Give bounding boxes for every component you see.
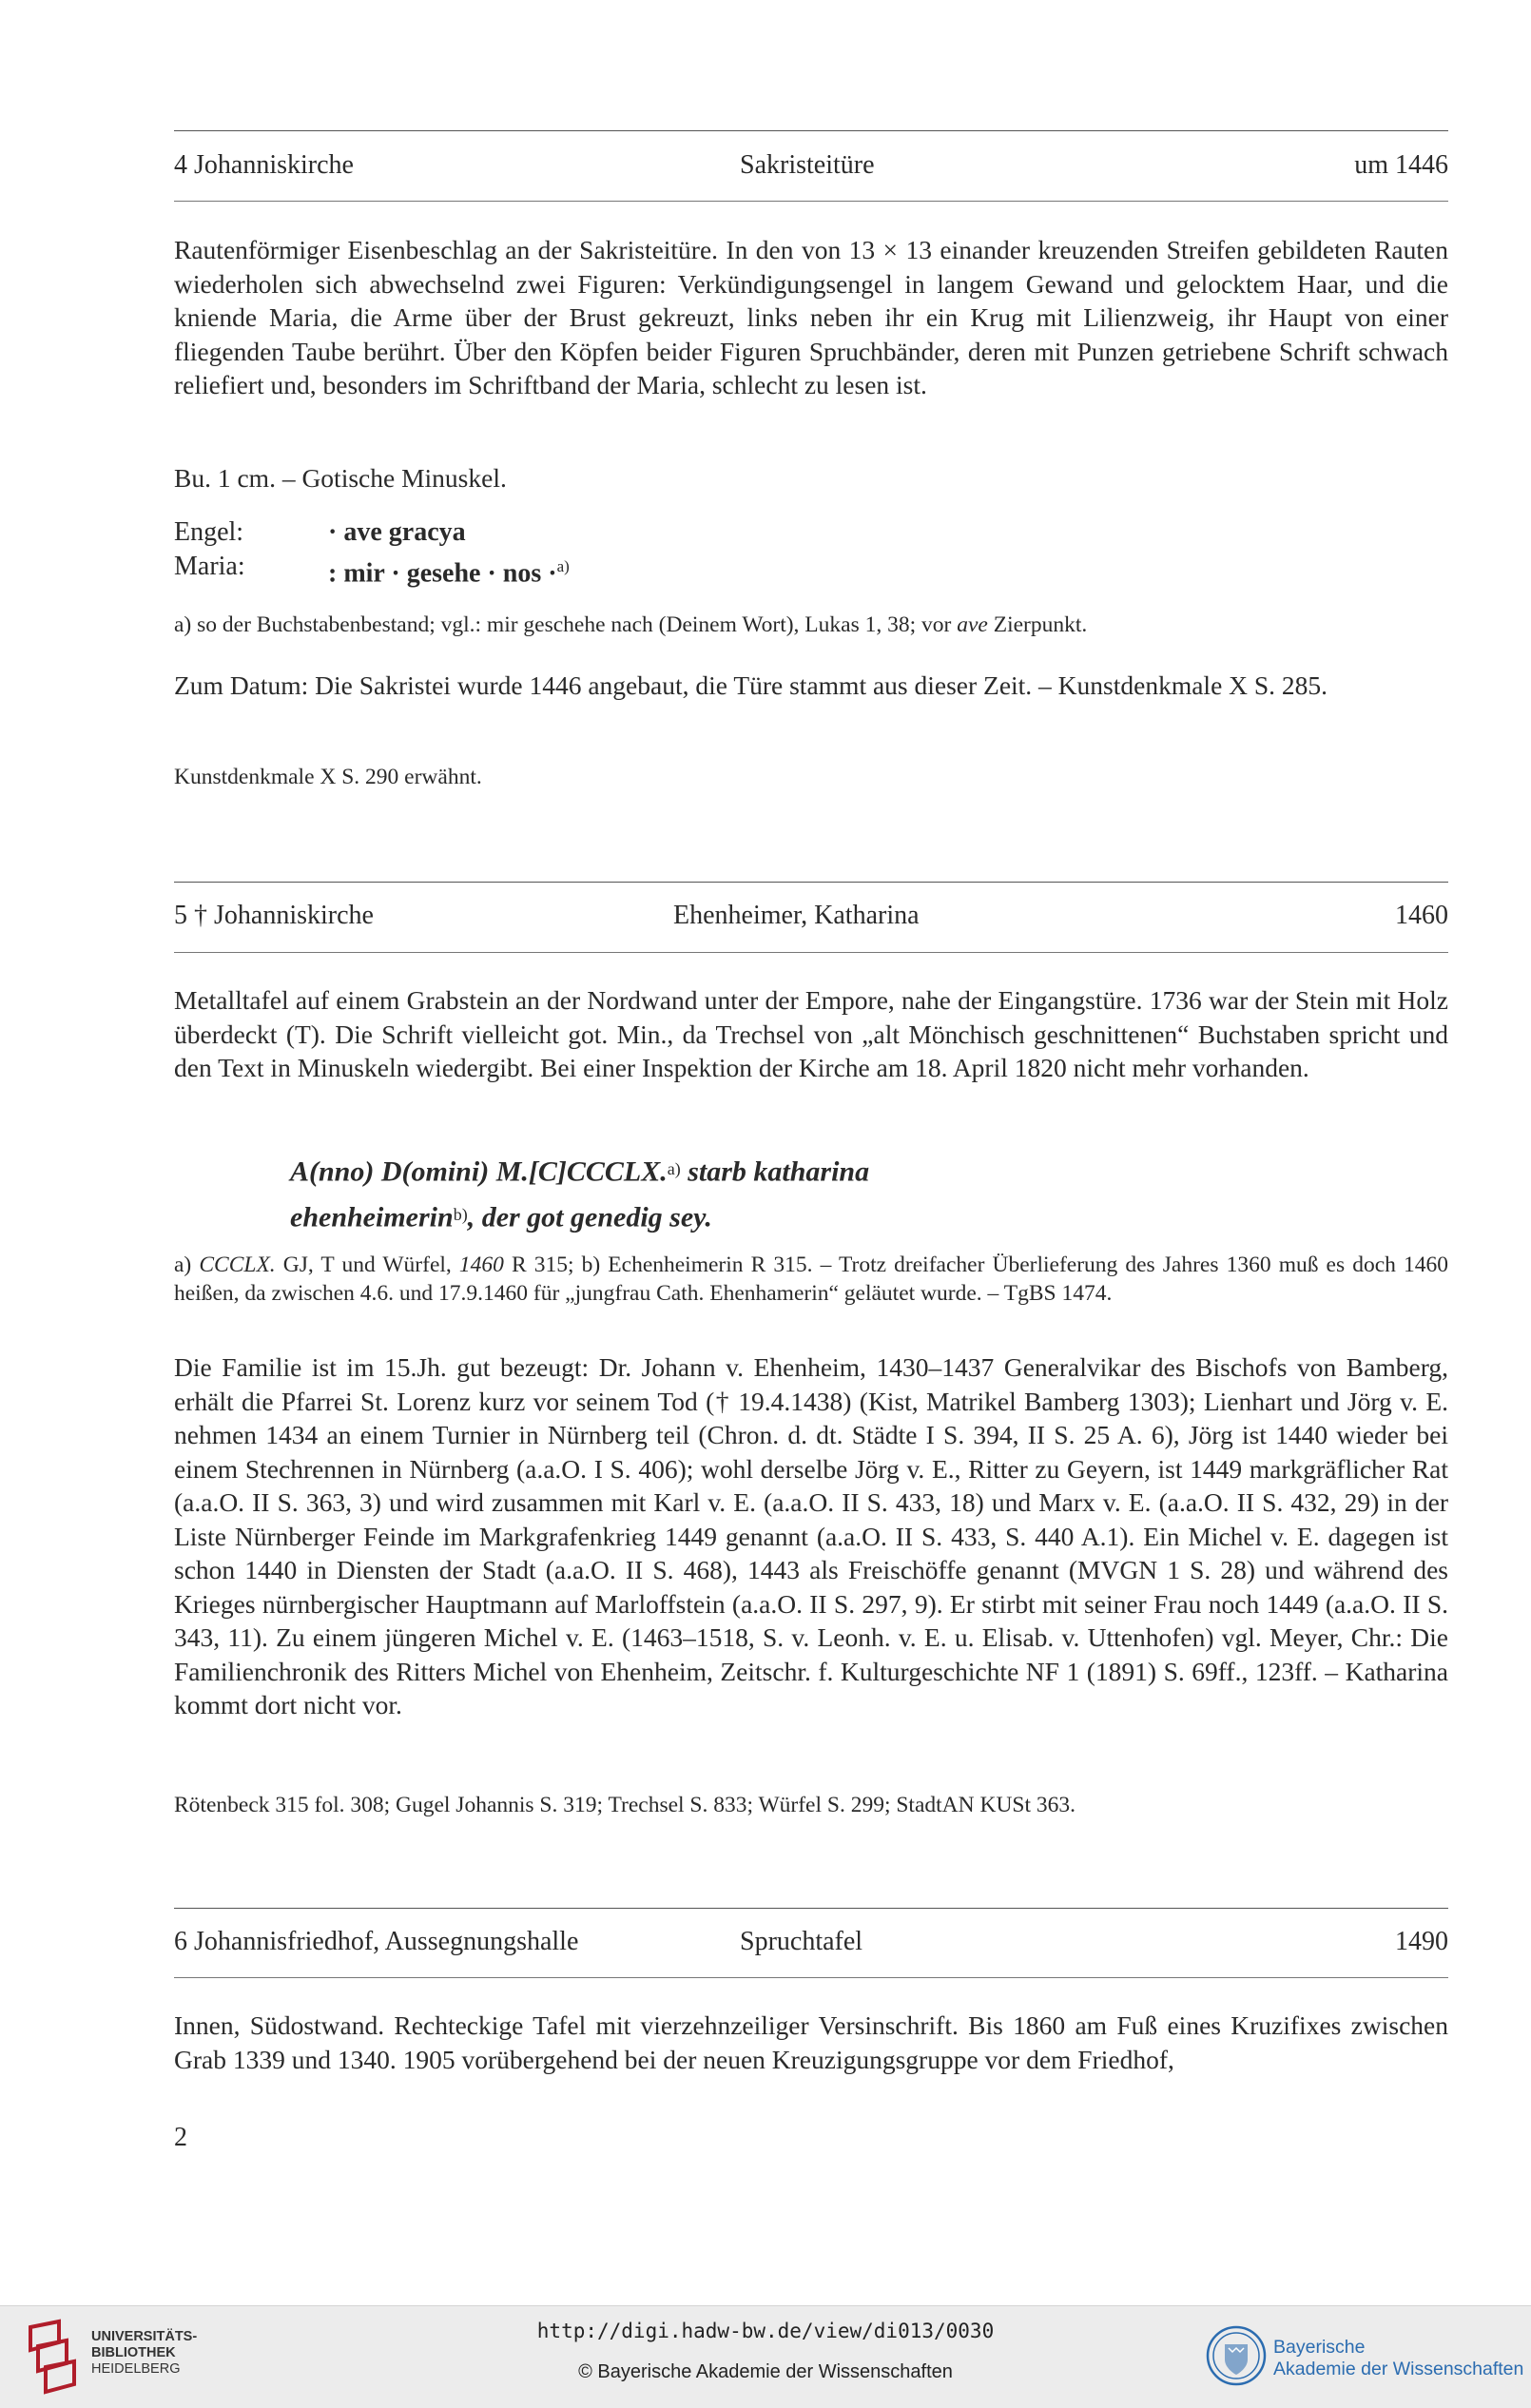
entry-5-date: 1460 (1395, 901, 1448, 930)
digitization-footer (0, 2305, 1531, 2408)
inscription-text: : mir · gesehe · nos · (328, 558, 557, 589)
speaker-label: Maria: (174, 552, 245, 581)
entry-4-location: 4 Johanniskirche (174, 150, 354, 180)
inscription-line-2: ehenheimerin$^{b)}$, der got genedig sey. (290, 1201, 712, 1233)
footnote-marker: a) (667, 1159, 681, 1178)
baw-seal-icon (1206, 2323, 1267, 2388)
inscription-text: · ave gracya (328, 517, 466, 547)
entry-4-description: Rautenförmiger Eisenbeschlag an der Sakristeitüre. In den von 13 × 13 einander kreuzenden Streifen gebildeten Rauten wiederholen sich abwechselnd zwei Figuren: Verkündigungsengel in langem Gewand und gelocktem Haar, und die kniende Maria, die Arme über der Brust gekreuzt, links neben ihr ein Krug mit Lilienzweig, ihr Haupt von einer fliegenden Taube berührt. Über den Köpfen beider Figuren Spruchbänder, deren mit Punzen getriebene Schrift schwach reliefiert und, besonders im Schriftband der Maria, schlecht zu lesen ist. (174, 235, 1448, 399)
speaker-label: Engel: (174, 517, 244, 547)
entry-4-header (174, 150, 1448, 188)
entry-6-description: Innen, Südostwand. Rechteckige Tafel mit vierzehnzeiliger Versinschrift. Bis 1860 am Fuß eines Kruzifixes zwischen Grab 1339 und 1340. 1905 vorübergehend bei der neuen Kreuzigungsgruppe vor dem Friedhof, (174, 2010, 1448, 2074)
inscription-line-1: A(nno) D(omini) M.[C]CCCLX.$^{a)}$ starb katharina (290, 1155, 870, 1188)
copyright-notice: © Bayerische Akademie der Wissenschaften (578, 2361, 953, 2382)
entry-5-footnote: a) CCCLX. GJ, T und Würfel, 1460 R 315; b) Echenheimerin R 315. – Trotz dreifacher Überlieferung des Jahres 1360 muß es doch 1460 heißen, da zwischen 4.6. und 17.9.1460 für „jungfrau Cath. Ehenhamerin“ geläutet wurde. – TgBS 1474. (174, 1253, 1448, 1306)
footnote-italic: ave (957, 612, 988, 637)
header-rule-bottom (174, 952, 1448, 953)
entry-5-header (174, 901, 1448, 939)
header-rule-top (174, 130, 1448, 131)
entry-5-commentary: Die Familie ist im 15.Jh. gut bezeugt: Dr. Johann v. Ehenheim, 1430–1437 Generalvikar des Bischofs von Bamberg, erhält die Pfarrei St. Lorenz kurz vor seinem Tod († 19.4.1438) (Kist, Matrikel Bamberg 1303); Lienhart und Jörg v. E. nehmen 1434 an einem Turnier in Nürnberg teil (Chron. d. dt. Städte I S. 394, II S. 25 A. 6), Jörg ist 1440 wieder bei einem Stechrennen in Nürnberg (a.a.O. I S. 406); wohl derselbe Jörg v. E., Ritter zu Geyern, ist 1449 markgräflicher Rat (a.a.O. II S. 363, 3) und wird zusammen mit Karl v. E. (a.a.O. II S. 433, 18) und Marx v. E. (a.a.O. II S. 432, 29) in der Liste Nürnberger Feinde im Markgrafenkrieg 1449 genannt (a.a.O. II S. 433, S. 440 A.1). Ein Michel v. E. dagegen ist schon 1440 in Diensten der Stadt (a.a.O. II S. 468), 1443 als Freischöffe genannt (MVGN 1 S. 28) und während des Krieges nürnbergischer Hauptmann auf Marloffstein (a.a.O. II S. 297, 9). Er stirbt mit seiner Frau noch 1449 (a.a.O. II S. 343, 11). Zu einem jüngeren Michel v. E. (1463–1518, S. v. Leonh. v. E. u. Elisab. v. Uttenhofen) vgl. Meyer, Chr.: Die Familienchronik des Ritters Michel von Ehenheim, Zeitschr. f. Kulturgeschichte NF 1 (1891) S. 69ff., 123ff. – Katharina kommt dort nicht vor. (174, 1352, 1448, 1719)
entry-6-object: Spruchtafel (740, 1927, 863, 1956)
entry-4-object: Sakristeitüre (740, 150, 875, 180)
footnote-marker: a) (556, 557, 570, 575)
entry-4-sources: Kunstdenkmale X S. 290 erwähnt. (174, 765, 482, 789)
entry-5-description: Metalltafel auf einem Grabstein an der Nordwand unter der Empore, nahe der Eingangstüre. 1736 war der Stein mit Holz überdeckt (T). Die Schrift vielleicht got. Min., da Trechsel von „alt Mönchisch geschnittenen“ Buchstaben spricht und den Text in Minuskeln wiedergibt. Bei einer Inspektion der Kirche am 18. April 1820 nicht mehr vorhanden. (174, 985, 1448, 1082)
entry-5-inscription (290, 1150, 869, 1242)
page-number: 2 (174, 2123, 187, 2152)
ub-heidelberg-logo-icon (25, 2318, 84, 2396)
entry-4-script-info: Bu. 1 cm. – Gotische Minuskel. (174, 463, 507, 493)
baw-name: Bayerische Akademie der Wissenschaften (1273, 2337, 1524, 2379)
entry-4-footnote (174, 611, 1448, 639)
header-rule-bottom (174, 201, 1448, 202)
entry-6-date: 1490 (1395, 1927, 1448, 1956)
header-rule-bottom (174, 1977, 1448, 1978)
footnote-marker: b) (453, 1205, 468, 1225)
entry-6-header (174, 1927, 1448, 1965)
header-rule-top (174, 882, 1448, 883)
entry-5-sources: Rötenbeck 315 fol. 308; Gugel Johannis S. 319; Trechsel S. 833; Würfel S. 299; StadtAN KUSt 363. (174, 1793, 1076, 1817)
footnote-text: Zierpunkt. (987, 612, 1088, 637)
document-url-link[interactable]: http://digi.hadw-bw.de/view/di013/0030 (536, 2320, 995, 2342)
entry-5-location: 5 † Johanniskirche (174, 901, 374, 930)
header-rule-top (174, 1908, 1448, 1909)
ub-heidelberg-name: UNIVERSITÄTS- BIBLIOTHEK HEIDELBERG (91, 2329, 198, 2377)
entry-5-object: Ehenheimer, Katharina (673, 901, 920, 930)
entry-4-date: um 1446 (1354, 150, 1448, 180)
footnote-text: a) so der Buchstabenbestand; vgl.: mir geschehe nach (Deinem Wort), Lukas 1, 38; vor (174, 612, 958, 637)
entry-6-location: 6 Johannisfriedhof, Aussegnungshalle (174, 1927, 579, 1956)
entry-4-dating: Zum Datum: Die Sakristei wurde 1446 angebaut, die Türe stammt aus dieser Zeit. – Kunstdenkmale X S. 285. (174, 670, 1328, 700)
